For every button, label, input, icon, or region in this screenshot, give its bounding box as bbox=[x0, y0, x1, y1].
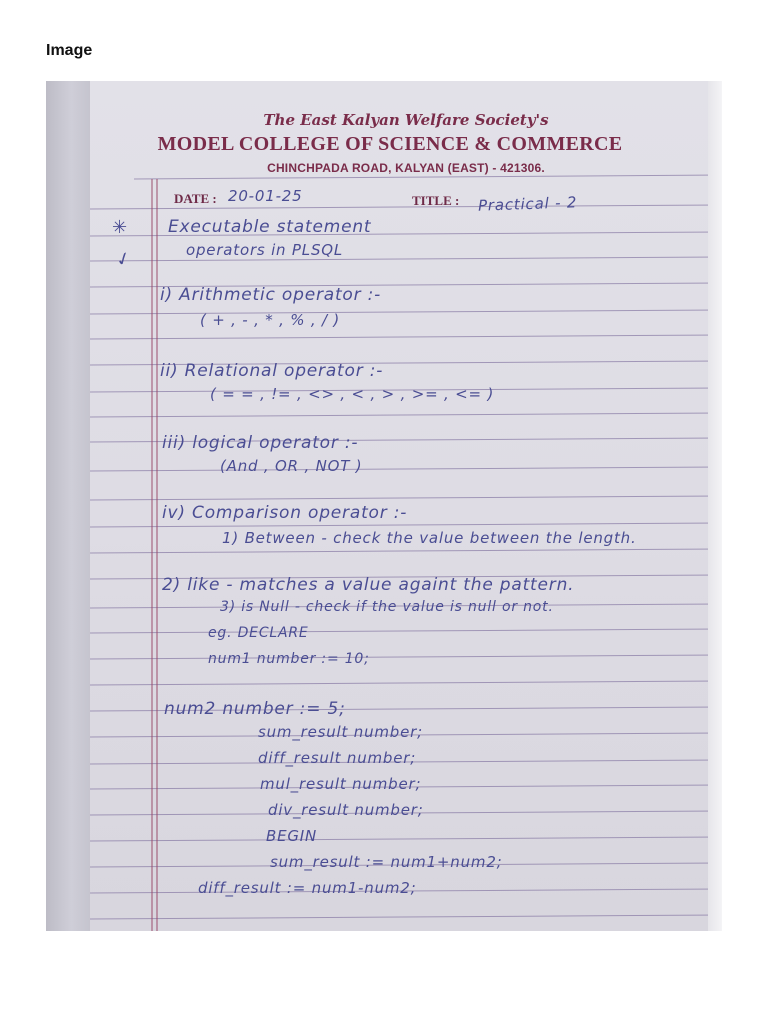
handwritten-line: Executable statement bbox=[168, 217, 372, 237]
date-label: DATE : bbox=[174, 191, 217, 206]
handwritten-line: 3) is Null - check if the value is null or not. bbox=[220, 599, 554, 615]
handwritten-line: ( = = , != , <> , < , > , >= , <= ) bbox=[210, 385, 495, 403]
handwritten-line: num2 number := 5; bbox=[164, 699, 346, 719]
society-name: The East Kalyan Welfare Society's bbox=[263, 111, 549, 129]
handwritten-line: iv) Comparison operator :- bbox=[162, 503, 408, 523]
image-caption: Image bbox=[46, 42, 93, 59]
handwritten-line: num1 number := 10; bbox=[208, 651, 370, 667]
handwritten-line: div_result number; bbox=[268, 801, 424, 819]
notebook-binding bbox=[46, 81, 92, 931]
handwritten-line: (And , OR , NOT ) bbox=[220, 457, 363, 475]
notebook-page bbox=[90, 81, 722, 931]
handwritten-line: sum_result := num1+num2; bbox=[270, 853, 503, 871]
date-value: 20-01-25 bbox=[228, 187, 303, 205]
notebook-photo bbox=[46, 81, 722, 931]
handwritten-line: BEGIN bbox=[266, 827, 318, 845]
handwritten-line: 2) like - matches a value againt the pattern. bbox=[162, 575, 575, 595]
title-label: TITLE : bbox=[412, 193, 460, 208]
college-address: CHINCHPADA ROAD, KALYAN (EAST) - 421306. bbox=[267, 161, 545, 175]
handwritten-line: iii) logical operator :- bbox=[162, 433, 359, 453]
handwritten-line: diff_result := num1-num2; bbox=[198, 879, 417, 897]
handwritten-line: ( + , - , * , % , / ) bbox=[200, 311, 341, 329]
handwritten-line: operators in PLSQL bbox=[186, 241, 344, 259]
check-mark: ✓ bbox=[112, 247, 135, 272]
handwritten-line: i) Arithmetic operator :- bbox=[160, 285, 382, 305]
title-value: Practical - 2 bbox=[477, 193, 578, 215]
handwritten-line: 1) Between - check the value between the length. bbox=[222, 529, 637, 547]
handwritten-line: eg. DECLARE bbox=[208, 625, 309, 641]
star-mark: ✳ bbox=[112, 217, 128, 238]
handwritten-line: sum_result number; bbox=[258, 723, 423, 741]
page-edge bbox=[708, 81, 722, 931]
college-name: MODEL COLLEGE OF SCIENCE & COMMERCE bbox=[157, 133, 623, 155]
handwritten-line: diff_result number; bbox=[258, 749, 417, 767]
handwritten-line: mul_result number; bbox=[260, 775, 422, 793]
handwritten-line: ii) Relational operator :- bbox=[160, 361, 384, 381]
